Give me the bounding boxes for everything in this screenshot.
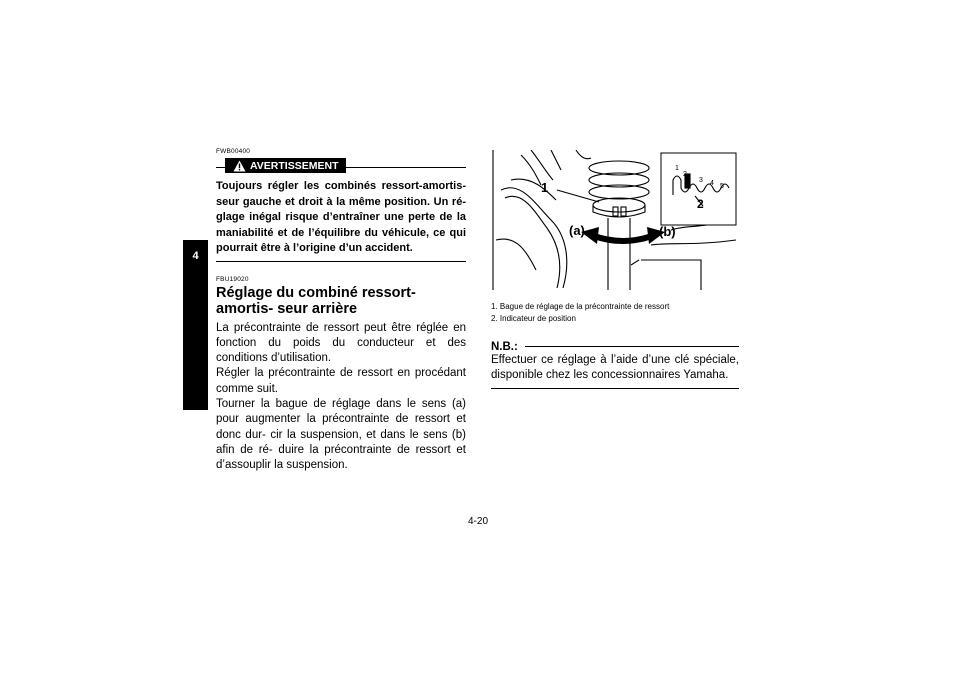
warning-code: FWB00400 xyxy=(216,148,251,155)
callout-a: (a) xyxy=(569,223,585,238)
warning-text: Toujours régler les combinés ressort-amortis- seur gauche et droit à la même position. Un ré- glage inégal risque d’entraîner une perte de la maniabilité et de l’équilibre du véhicule, ce qui pourrait être à l’origine d’un accident. xyxy=(216,180,466,254)
warning-label: AVERTISSEMENT xyxy=(250,159,339,172)
left-column xyxy=(216,148,466,473)
callout-1: 1 xyxy=(541,180,549,195)
section-title: Réglage du combiné ressort-amortis- seur arrière xyxy=(216,284,416,317)
section-code: FBU19020 xyxy=(216,275,249,283)
chapter-tab xyxy=(183,240,208,410)
inset-position-4: 4 xyxy=(710,180,714,187)
rotation-arrow-icon xyxy=(581,227,665,244)
note-text: Effectuer ce réglage à l’aide d’une clé spéciale, disponible chez les concessionnaires Yamaha. xyxy=(491,354,739,382)
callout-2: 2 xyxy=(697,197,704,211)
note-header-rule xyxy=(525,346,739,347)
chapter-number: 4 xyxy=(192,250,199,262)
callout-b: (b) xyxy=(659,224,676,239)
shock-absorber-drawing xyxy=(491,150,739,290)
page-number: 4-20 xyxy=(468,516,489,527)
body-paragraph-1: La précontrainte de ressort peut être réglée en fonction du poids du conducteur et des conditions d’utilisation. xyxy=(216,321,466,365)
note-footer-rule xyxy=(491,388,739,389)
note-label: N.B.: xyxy=(491,341,521,353)
inset-position-2: 2 xyxy=(683,171,687,178)
figure-captions xyxy=(491,301,739,325)
warning-triangle-icon xyxy=(233,160,246,172)
caption-1: 1. Bague de réglage de la précontrainte de ressort xyxy=(491,302,670,311)
inset-position-3: 3 xyxy=(699,177,703,184)
warning-badge xyxy=(225,158,346,173)
warning-header xyxy=(216,157,466,175)
caption-2: 2. Indicateur de position xyxy=(491,314,576,323)
inset-position-5: 5 xyxy=(720,183,724,190)
right-column xyxy=(491,150,739,389)
suspension-illustration xyxy=(491,150,739,290)
body-paragraph-2: Régler la précontrainte de ressort en procédant comme suit. xyxy=(216,367,466,395)
body-paragraph-3: Tourner la bague de réglage dans le sens (a) pour augmenter la précontrainte de ressort et donc dur- cir la suspension, et dans le sens (b) afin de ré- duire la précontrainte de ressort et d’assouplir la suspension. xyxy=(216,397,466,472)
inset-position-1: 1 xyxy=(675,165,679,172)
warning-footer-rule xyxy=(216,261,466,262)
note-header xyxy=(491,337,739,351)
